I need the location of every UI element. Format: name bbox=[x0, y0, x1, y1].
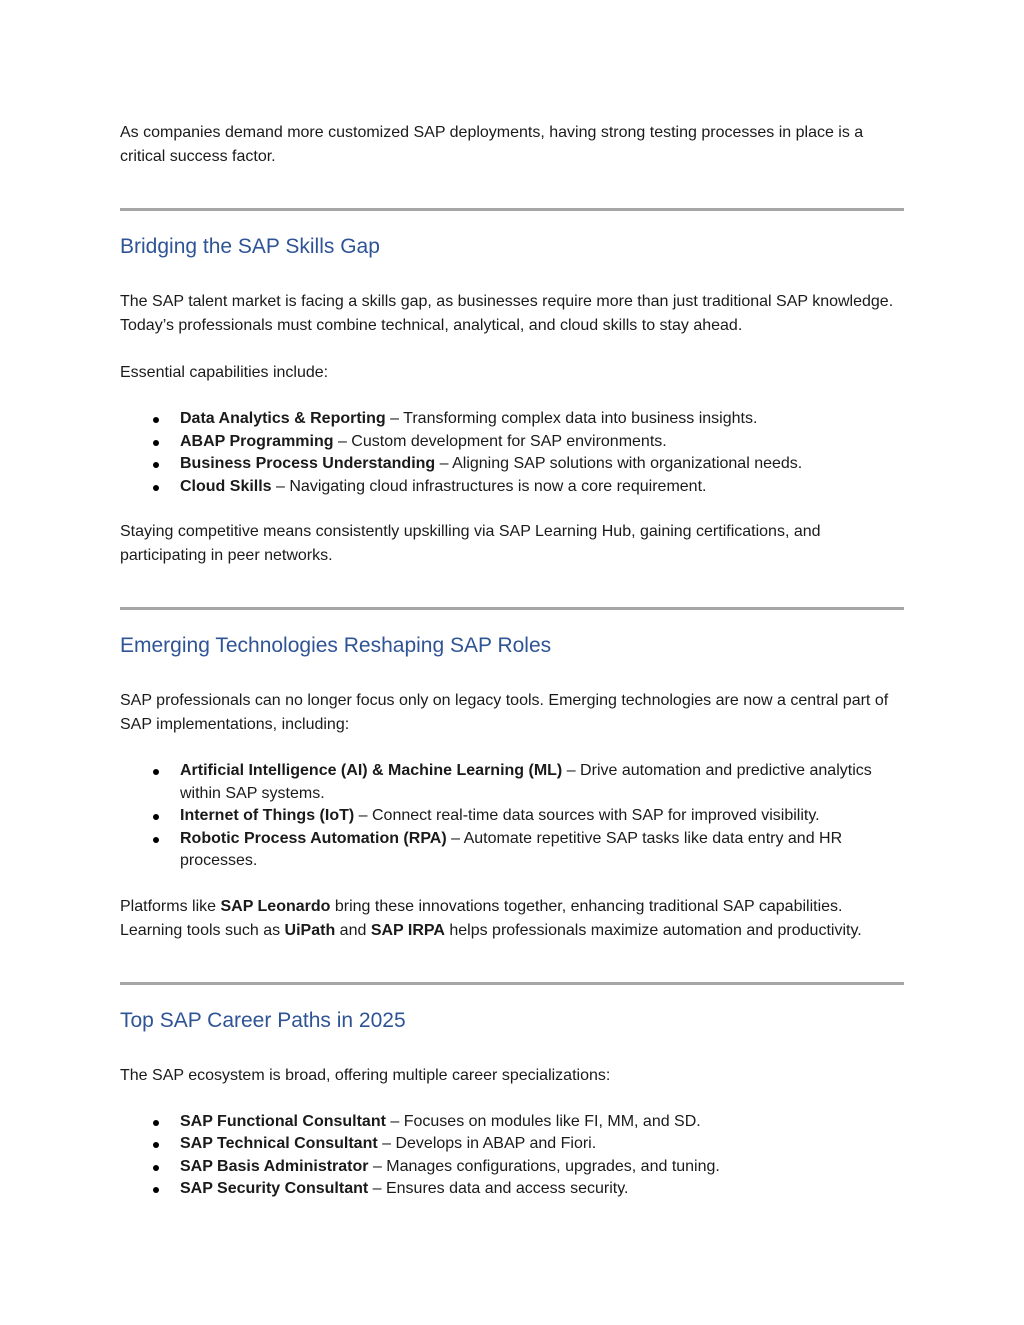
list-item-term: SAP Functional Consultant bbox=[180, 1112, 386, 1130]
list-item bbox=[120, 453, 904, 476]
section-heading: Emerging Technologies Reshaping SAP Roles bbox=[120, 634, 552, 657]
closing-paragraph bbox=[120, 895, 904, 943]
text-run: helps professionals maximize automation and productivity. bbox=[444, 921, 862, 939]
list-item bbox=[120, 1111, 904, 1134]
list-item-term: Artificial Intelligence (AI) & Machine Learning (ML) bbox=[180, 762, 563, 779]
list-item-desc: – Automate repetitive SAP tasks like data entry and HR processes. bbox=[180, 829, 843, 869]
list-item-desc: – Navigating cloud infrastructures is now a core requirement. bbox=[271, 477, 707, 495]
list-item-term: Cloud Skills bbox=[180, 477, 272, 495]
bullet-list bbox=[120, 1111, 904, 1201]
list-item-desc: – Ensures data and access security. bbox=[368, 1180, 629, 1197]
section-divider bbox=[120, 208, 904, 211]
bold-term-uipath: UiPath bbox=[284, 921, 336, 939]
text-run: and bbox=[335, 921, 371, 939]
list-item-term: ABAP Programming bbox=[180, 432, 334, 450]
intro-paragraph: As companies demand more customized SAP deployments, having strong testing processes in place is a critical success factor. bbox=[120, 124, 864, 165]
list-item-term: Business Process Understanding bbox=[180, 455, 436, 472]
list-item-term: SAP Security Consultant bbox=[180, 1180, 369, 1197]
section-emerging-tech bbox=[120, 632, 904, 943]
bold-term-sap-leonardo: SAP Leonardo bbox=[220, 897, 331, 915]
list-item bbox=[120, 408, 904, 431]
bold-term-sap-irpa: SAP IRPA bbox=[370, 921, 445, 939]
list-item-term: Robotic Process Automation (RPA) bbox=[180, 829, 447, 847]
list-item bbox=[120, 805, 904, 828]
list-item-desc: – Develops in ABAP and Fiori. bbox=[377, 1135, 597, 1152]
text-run: bring these innovations together, enhancing traditional SAP capabilities. Learning tools such as bbox=[120, 897, 843, 939]
list-item-desc: – Aligning SAP solutions with organizational needs. bbox=[435, 455, 803, 472]
list-item-desc: – Focuses on modules like FI, MM, and SD. bbox=[385, 1112, 701, 1130]
list-item-desc: – Drive automation and predictive analytics within SAP systems. bbox=[180, 762, 872, 802]
list-item bbox=[120, 1178, 904, 1201]
closing-paragraph: Staying competitive means consistently upskilling via SAP Learning Hub, gaining certifications, and participating in peer networks. bbox=[120, 523, 821, 564]
section-divider bbox=[120, 607, 904, 610]
section-career-paths bbox=[120, 1007, 904, 1201]
section-divider bbox=[120, 982, 904, 985]
list-item-term: SAP Technical Consultant bbox=[180, 1135, 378, 1152]
section-heading: Bridging the SAP Skills Gap bbox=[120, 235, 380, 258]
list-item bbox=[120, 1156, 904, 1179]
list-item bbox=[120, 431, 904, 454]
bullet-list bbox=[120, 760, 904, 873]
section-heading: Top SAP Career Paths in 2025 bbox=[120, 1008, 406, 1032]
paragraph: SAP professionals can no longer focus only on legacy tools. Emerging technologies are now a central part of SAP implementations, including: bbox=[120, 692, 889, 733]
list-item-desc: – Custom development for SAP environments. bbox=[333, 432, 667, 450]
list-item-term: SAP Basis Administrator bbox=[180, 1157, 369, 1175]
list-item bbox=[120, 828, 904, 873]
list-item bbox=[120, 1133, 904, 1156]
list-item-term: Internet of Things (IoT) bbox=[180, 807, 355, 824]
list-item-term: Data Analytics & Reporting bbox=[180, 410, 386, 427]
list-item-desc: – Connect real-time data sources with SAP for improved visibility. bbox=[354, 807, 820, 824]
list-item-desc: – Manages configurations, upgrades, and tuning. bbox=[368, 1157, 720, 1175]
list-item bbox=[120, 760, 904, 805]
section-skills-gap bbox=[120, 233, 904, 568]
list-item bbox=[120, 476, 904, 499]
bullet-list bbox=[120, 408, 904, 498]
list-item-desc: – Transforming complex data into business insights. bbox=[385, 410, 758, 427]
paragraph: The SAP talent market is facing a skills gap, as businesses require more than just traditional SAP knowledge. Today’s professionals must combine technical, analytical, and cloud skills to stay ahead. bbox=[120, 293, 894, 334]
text-run: Platforms like bbox=[120, 897, 221, 915]
list-lead: Essential capabilities include: bbox=[120, 364, 329, 381]
paragraph: The SAP ecosystem is broad, offering multiple career specializations: bbox=[120, 1066, 611, 1084]
